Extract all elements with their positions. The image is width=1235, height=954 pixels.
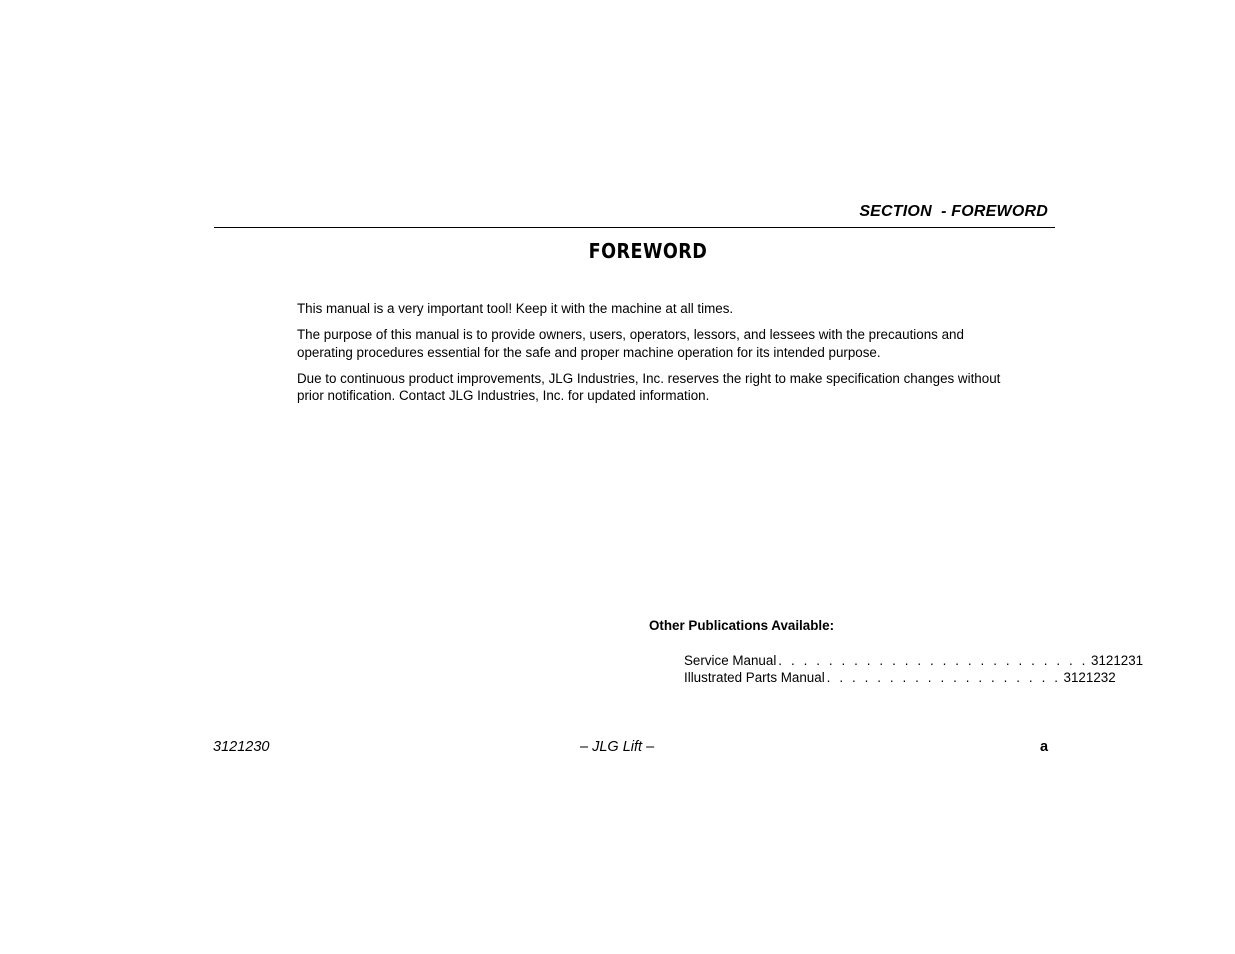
publications-list (684, 652, 1144, 686)
foreword-body (297, 300, 1021, 413)
publication-name: Illustrated Parts Manual (684, 670, 825, 685)
publication-number: 3121231 (1091, 653, 1144, 668)
section-header (214, 203, 1055, 228)
paragraph-purpose: The purpose of this manual is to provide owners, users, operators, lessors, and lessees with the precautions and operating procedures essential for the safe and proper machine operation for its intended purpose. (297, 327, 964, 360)
publication-number: 3121232 (1063, 670, 1116, 685)
publication-item-parts-manual (684, 669, 1116, 686)
page-title: FOREWORD (588, 239, 708, 263)
publication-name: Service Manual (684, 653, 777, 668)
paragraph-importance: This manual is a very important tool! Keep it with the machine at all times. (297, 301, 734, 316)
publications-heading: Other Publications Available: (649, 618, 835, 633)
section-header-title: SECTION - FOREWORD (859, 203, 1048, 220)
footer-title: – JLG Lift – (580, 739, 655, 755)
footer-page-label: a (1040, 739, 1049, 755)
paragraph-improvements: Due to continuous product improvements, JLG Industries, Inc. reserves the right to make specification changes without prior notification. Contact JLG Industries, Inc. for updated information. (297, 370, 1001, 403)
publication-item-service-manual (684, 652, 1144, 669)
footer-doc-number: 3121230 (213, 739, 270, 755)
dot-leader: . . . . . . . . . . . . . . . . . . . (826, 670, 1061, 685)
dot-leader: . . . . . . . . . . . . . . . . . . . . . . . . . (778, 653, 1088, 668)
